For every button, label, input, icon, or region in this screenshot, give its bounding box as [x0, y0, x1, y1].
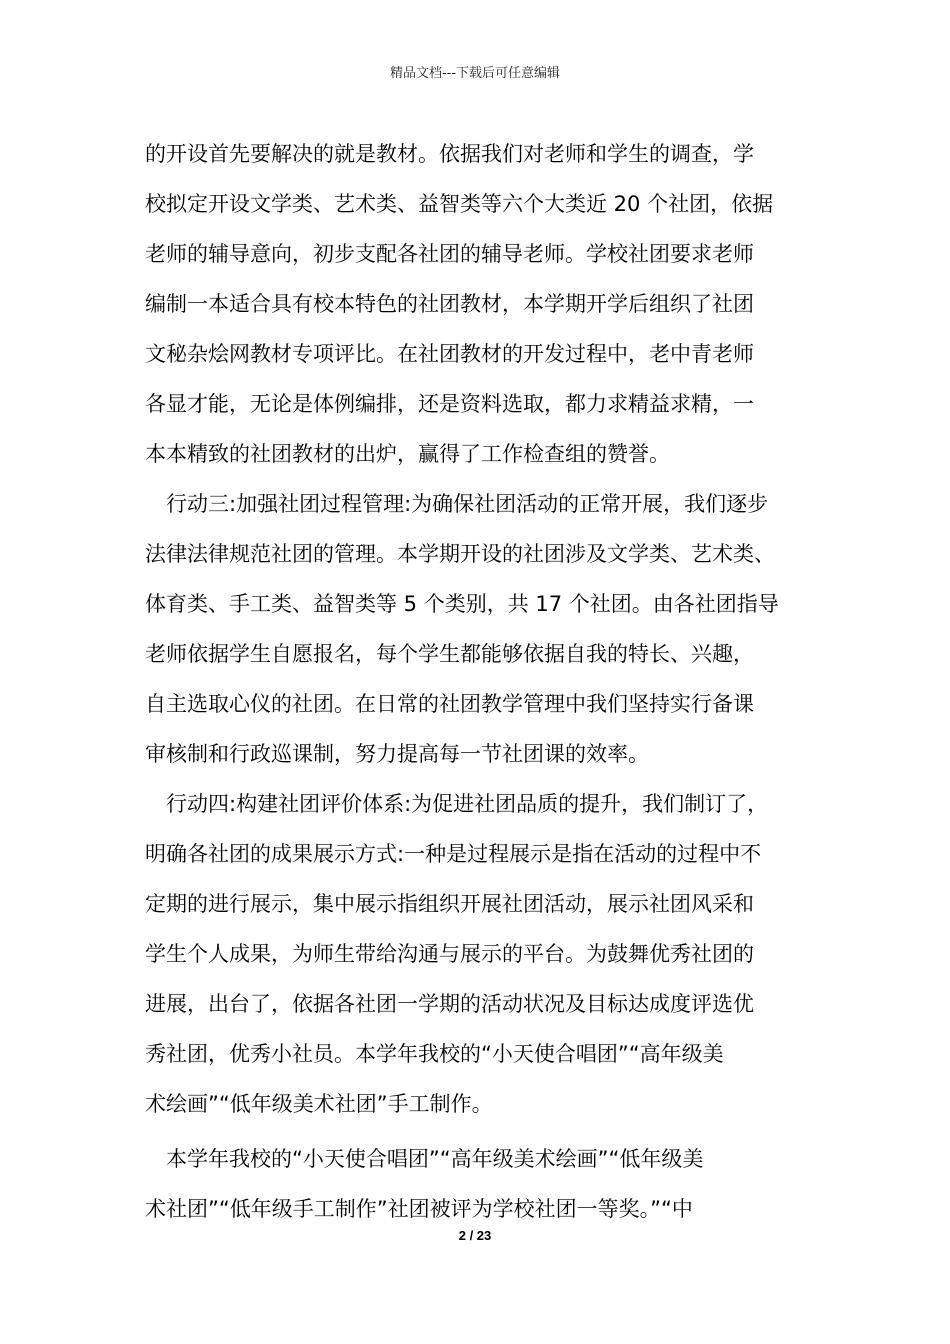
- paragraph-line: 老师依据学生自愿报名，每个学生都能够依据自我的特长、兴趣，: [145, 642, 754, 666]
- paragraph-line: 本本精致的社团教材的出炉，赢得了工作检查组的赞誉。: [145, 442, 670, 466]
- paragraph-line: 本学年我校的“小天使合唱团”“高年级美术绘画”“低年级美: [166, 1147, 704, 1171]
- paragraph-line: 文秘杂烩网教材专项评比。在社团教材的开发过程中，老中青老师: [145, 342, 754, 366]
- paragraph-line: 各显才能，无论是体例编排，还是资料选取，都力求精益求精，一: [145, 392, 754, 416]
- paragraph-line: 行动三:加强社团过程管理:为确保社团活动的正常开展，我们逐步: [166, 492, 769, 516]
- paragraph-line: 秀社团，优秀小社员。本学年我校的“小天使合唱团”“高年级美: [145, 1042, 724, 1066]
- page-number: 2 / 23: [458, 1228, 492, 1243]
- paragraph-line: 术社团”“低年级手工制作”社团被评为学校社团一等奖。”“中: [145, 1197, 693, 1221]
- paragraph-line: 校拟定开设文学类、艺术类、益智类等六个大类近 20 个社团，依据: [145, 192, 774, 216]
- page-header: 精品文档---下载后可任意编辑: [389, 66, 561, 81]
- paragraph-line: 老师的辅导意向，初步支配各社团的辅导老师。学校社团要求老师: [145, 242, 754, 266]
- paragraph-line: 的开设首先要解决的就是教材。依据我们对老师和学生的调查，学: [145, 142, 754, 166]
- paragraph-line: 审核制和行政巡课制，努力提高每一节社团课的效率。: [145, 742, 649, 766]
- document-body: [145, 129, 815, 1234]
- paragraph-line: 编制一本适合具有校本特色的社团教材，本学期开学后组织了社团: [145, 292, 754, 316]
- paragraph-line: 法律法律规范社团的管理。本学期开设的社团涉及文学类、艺术类、: [145, 542, 775, 566]
- paragraph-line: 学生个人成果，为师生带给沟通与展示的平台。为鼓舞优秀社团的: [145, 942, 754, 966]
- paragraph-line: 明确各社团的成果展示方式:一种是过程展示是指在活动的过程中不: [145, 842, 762, 866]
- paragraph-line: 进展，出台了，依据各社团一学期的活动状况及目标达成度评选优: [145, 992, 754, 1016]
- paragraph-line: 体育类、手工类、益智类等 5 个类别，共 17 个社团。由各社团指导: [145, 592, 779, 616]
- paragraph-line: 自主选取心仪的社团。在日常的社团教学管理中我们坚持实行备课: [145, 692, 754, 716]
- paragraph-line: 定期的进行展示，集中展示指组织开展社团活动，展示社团风采和: [145, 892, 754, 916]
- paragraph-line: 行动四:构建社团评价体系:为促进社团品质的提升，我们制订了，: [166, 792, 769, 816]
- paragraph-line: 术绘画”“低年级美术社团”手工制作。: [145, 1092, 493, 1116]
